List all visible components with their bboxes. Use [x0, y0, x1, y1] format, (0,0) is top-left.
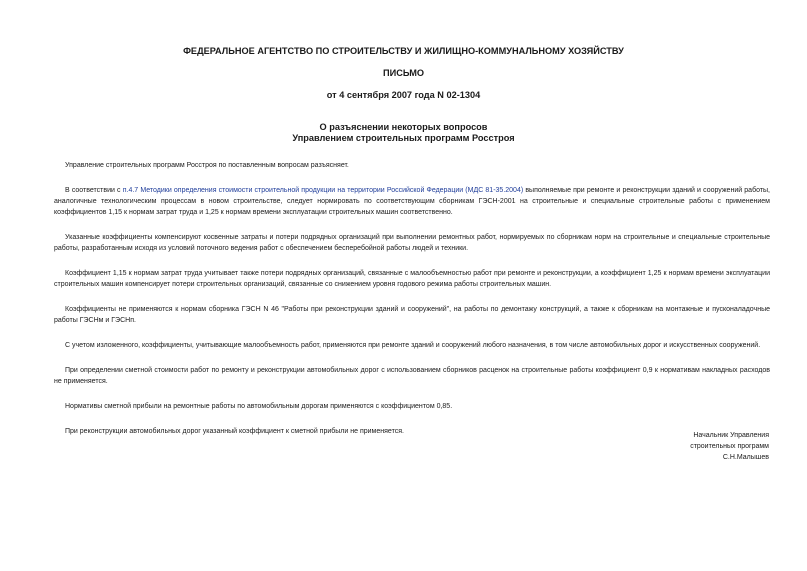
paragraph-7: При определении сметной стоимости работ по ремонту и реконструкции автомобильных дорог с использованием сборников расценок на строительные работы коэффициент 0,9 к нормативам накладных расходов не применяется.	[54, 367, 770, 385]
paragraph-8: Нормативы сметной прибыли на ремонтные работы по автомобильным дорогам применяются с коэффициентом 0,85.	[65, 403, 453, 410]
paragraph-6: С учетом изложенного, коэффициенты, учитывающие малообъемность работ, применяются при ремонте зданий и сооружений любого назначения, в том числе автомобильных дорог и искусственных сооружений.	[65, 342, 761, 349]
agency-title: ФЕДЕРАЛЬНОЕ АГЕНТСТВО ПО СТРОИТЕЛЬСТВУ И ЖИЛИЩНО-КОММУНАЛЬНОМУ ХОЗЯЙСТВУ	[183, 46, 624, 56]
paragraph-9: При реконструкции автомобильных дорог указанный коэффициент к сметной прибыли не применяется.	[65, 428, 404, 435]
document-subject	[0, 122, 807, 144]
signature-name: С.Н.Малышев	[722, 454, 769, 461]
paragraph-3: Указанные коэффициенты компенсируют косвенные затраты и потери подрядных организаций при выполнении ремонтных работ, нормируемых по сборникам норм на строительные и специальные строительные работы, разработанным исходя из условий поточного ведения работ с обеспечением бесперебойной работы людей и техники.	[54, 234, 770, 252]
subject-line-2: Управлением строительных программ Росстроя	[292, 133, 515, 143]
letter-body	[54, 160, 770, 451]
paragraph-4: Коэффициент 1,15 к нормам затрат труда учитывает также потери подрядных организаций, связанные с малообъемностью работ при ремонте и реконструкции, а коэффициент 1,25 к нормам времени эксплуатации строительных машин компенсирует потери строительных организаций, связанные со снижением уровня годового режима работы строительных машин.	[54, 270, 770, 288]
paragraph-5: Коэффициенты не применяются к нормам сборника ГЭСН N 46 "Работы при реконструкции зданий и сооружений", на работы по демонтажу конструкций, а также к сборникам на монтажные и пусконаладочные работы ГЭСНм и ГЭСНп.	[54, 306, 770, 324]
signature-block	[690, 430, 769, 463]
subject-line-1: О разъяснении некоторых вопросов	[319, 122, 488, 132]
paragraph-2-rest: выполняемые при ремонте и реконструкции зданий и сооружений работы, аналогичные технологическим процессам в новом строительстве, следует нормировать по соответствующим сборникам ГЭСН-2001 на строительные и специальные строительные работы с применением коэффициентов 1,15 к нормам затрат труда и 1,25 к нормам времени эксплуатации строительных машин соответственно.	[54, 187, 771, 216]
signature-department: строительных программ	[690, 443, 769, 450]
methodology-link[interactable]: п.4.7 Методики определения стоимости строительной продукции на территории Российской Федерации (МДС 81-35.2004)	[122, 187, 524, 194]
paragraph-1: Управление строительных программ Росстроя по поставленным вопросам разъясняет.	[65, 162, 349, 169]
document-date-number: от 4 сентября 2007 года N 02-1304	[326, 90, 481, 100]
signature-position: Начальник Управления	[693, 432, 769, 439]
paragraph-2-intro: В соответствии с	[65, 187, 123, 194]
paragraph-2	[54, 185, 770, 218]
document-type: ПИСЬМО	[382, 68, 425, 78]
